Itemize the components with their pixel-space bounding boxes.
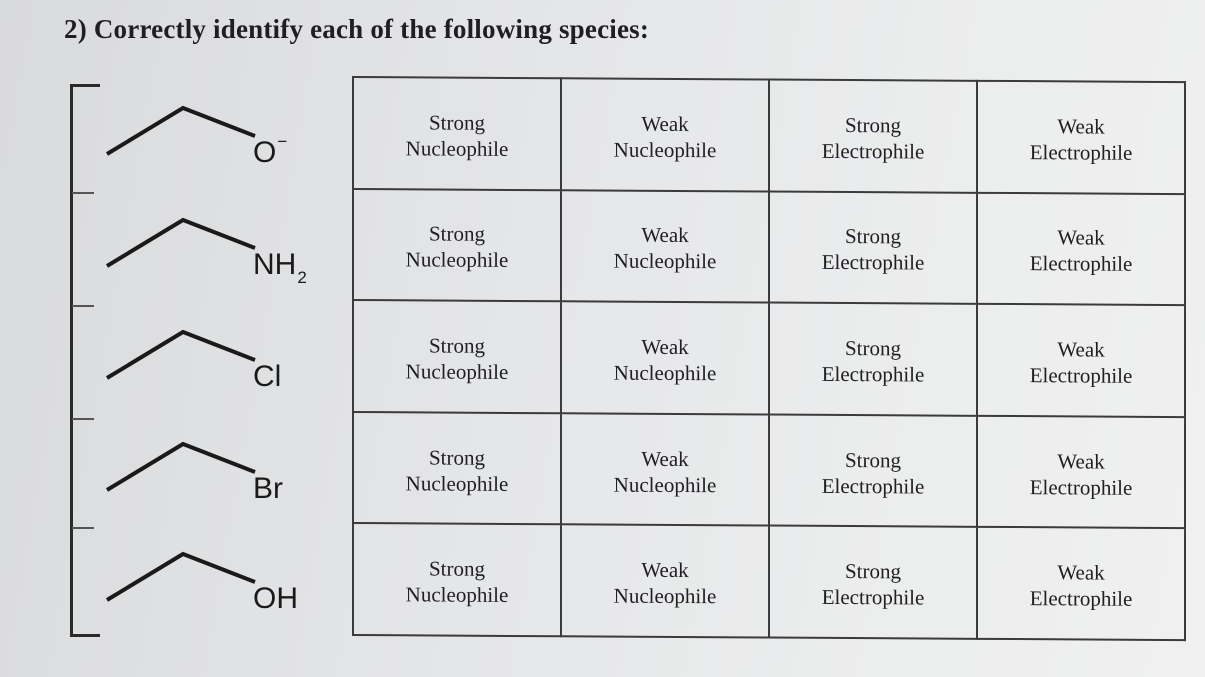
functional-group-label: OH xyxy=(253,582,298,615)
bracket-tick xyxy=(72,192,94,194)
question-heading xyxy=(64,14,649,45)
option-weak-nucleophile[interactable]: Weak Nucleophile xyxy=(561,525,769,638)
ethyl-skeleton-icon xyxy=(105,430,265,520)
option-strong-electrophile[interactable]: Strong Electrophile xyxy=(769,526,977,639)
species-chloroethane xyxy=(95,308,355,420)
option-weak-nucleophile[interactable]: Weak Nucleophile xyxy=(561,78,769,191)
bracket-tick xyxy=(72,527,94,529)
ethyl-skeleton-icon xyxy=(105,318,265,408)
table-row xyxy=(353,77,1185,194)
option-weak-nucleophile[interactable]: Weak Nucleophile xyxy=(561,413,769,526)
option-weak-electrophile[interactable]: Weak Electrophile xyxy=(977,416,1185,529)
species-ethoxide xyxy=(95,84,355,196)
functional-group-label: O− xyxy=(253,132,288,169)
species-ethylamine xyxy=(95,196,355,308)
option-weak-electrophile[interactable]: Weak Electrophile xyxy=(977,527,1185,640)
option-strong-electrophile[interactable]: Strong Electrophile xyxy=(769,80,977,193)
option-strong-nucleophile[interactable]: Strong Nucleophile xyxy=(353,189,561,302)
species-column xyxy=(95,84,355,637)
option-weak-electrophile[interactable]: Weak Electrophile xyxy=(977,192,1185,305)
functional-group-label: Br xyxy=(253,472,283,505)
table-row xyxy=(353,300,1185,417)
bracket-tick xyxy=(72,418,94,420)
classification-grid xyxy=(352,76,1186,641)
option-strong-nucleophile[interactable]: Strong Nucleophile xyxy=(353,300,561,413)
bracket-tick xyxy=(72,305,94,307)
ethyl-skeleton-icon xyxy=(105,206,265,296)
table-row xyxy=(353,523,1185,640)
option-strong-electrophile[interactable]: Strong Electrophile xyxy=(769,191,977,304)
table-row xyxy=(353,412,1185,529)
option-weak-electrophile[interactable]: Weak Electrophile xyxy=(977,81,1185,194)
option-strong-nucleophile[interactable]: Strong Nucleophile xyxy=(353,77,561,190)
functional-group-label: Cl xyxy=(253,360,282,393)
option-weak-nucleophile[interactable]: Weak Nucleophile xyxy=(561,190,769,303)
functional-group-label: $NH_2$ xyxy=(253,248,307,287)
question-text: Correctly identify each of the following species: xyxy=(93,14,650,44)
option-strong-electrophile[interactable]: Strong Electrophile xyxy=(769,414,977,527)
species-bromoethane xyxy=(95,420,355,532)
option-strong-electrophile[interactable]: Strong Electrophile xyxy=(769,303,977,416)
option-weak-nucleophile[interactable]: Weak Nucleophile xyxy=(561,301,769,414)
ethyl-skeleton-icon xyxy=(105,94,265,184)
option-weak-electrophile[interactable]: Weak Electrophile xyxy=(977,304,1185,417)
option-strong-nucleophile[interactable]: Strong Nucleophile xyxy=(353,412,561,525)
option-strong-nucleophile[interactable]: Strong Nucleophile xyxy=(353,523,561,636)
question-number: 2) xyxy=(64,14,87,44)
species-ethanol xyxy=(95,530,355,642)
ethyl-skeleton-icon xyxy=(105,540,265,630)
table-row xyxy=(353,189,1185,306)
